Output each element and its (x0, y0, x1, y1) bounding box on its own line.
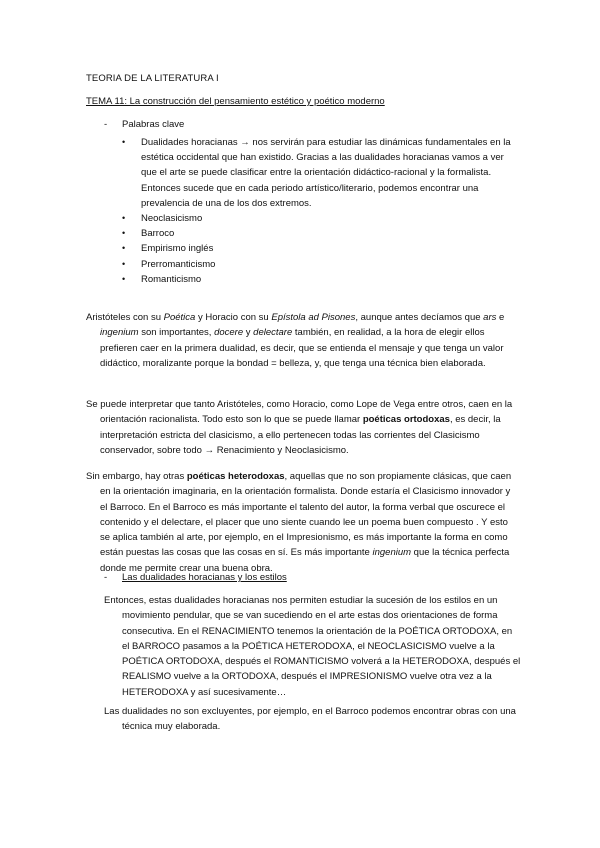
text-italic: Poética (163, 312, 196, 323)
bullet-icon: • (122, 213, 126, 224)
keyword-text: Romanticismo (141, 273, 202, 285)
topic-title: TEMA 11: La construcción del pensamiento estético y poético moderno (86, 96, 385, 107)
paragraph-pendulum-body: Entonces, estas dualidades horacianas nos permiten estudiar la sucesión de los estilos en un movimiento pendular, que se van sucediendo en el arte estas dos orientaciones de forma consecutiva. En el RENACIMIENTO tenemos la orientación de la POÉTICA ORTODOXA, en el BARROCO pasamos a la POÉTICA HETERODOXA, el NEOCLASICISMO vuelve a la POÉTICA ORTODOXA, después el ROMANTICISMO volverá a la HETERODOXA, después el REALISMO vuelve a la ORTODOXA, después el IMPRESIONISMO vuelve otra vez a la HETERODOXA y así sucesivamente… (104, 595, 521, 698)
text-run: e (496, 312, 505, 323)
text-italic: docere (214, 327, 244, 339)
keyword-item (122, 211, 522, 226)
bullet-icon: • (122, 228, 126, 239)
keyword-item (122, 135, 522, 211)
bullet-icon: • (122, 258, 126, 269)
keywords-list (122, 135, 522, 287)
text-run: y Horacio con su (195, 312, 272, 323)
text-run: , es decir, la interpretación estricta del clasicismo, a ello pertenecen todas las corrientes del Clasicismo conservador, sobre todo → Renacimiento y Neoclasicismo. (100, 414, 501, 456)
text-run: Aristóteles con su (86, 312, 164, 323)
paragraph-aristoteles-body (86, 310, 516, 371)
section-heading: Las dualidades horacianas y los estilos (122, 572, 287, 583)
text-run: , aquellas que no son propiamente clásicas, que caen en la orientación imaginaria, en la orientación formalista. Donde estaría el Clasicismo innovador y el Barroco. En el Barroco es más importante el talento del autor, la forma verbal que oscurece el contenido y el delectare, el placer que uno siente cuando lee un poema buen compuesto . Y esto se aplica también al arte, por ejemplo, en el Impresionismo, es más importante la forma en como están puestas las cosas que las cosas en sí. Es más importante (100, 471, 512, 559)
text-bold: poéticas ortodoxas (362, 414, 450, 426)
paragraph-orthodox-body (86, 397, 516, 458)
keyword-text: Empirismo inglés (141, 243, 214, 255)
section-dash: - (104, 572, 108, 583)
text-run: y (243, 327, 254, 339)
text-run: que la técnica perfecta donde me permite crear una buena obra. (100, 547, 510, 574)
keyword-item (122, 272, 522, 287)
course-title: TEORIA DE LA LITERATURA I (86, 73, 219, 84)
keywords-label: Palabras clave (122, 119, 185, 130)
keywords-dash: - (104, 119, 108, 130)
text-italic: ingenium (100, 327, 139, 339)
paragraph-not-exclusive-body: Las dualidades no son excluyentes, por ejemplo, en el Barroco podemos encontrar obras con una técnica muy elaborada. (104, 706, 516, 733)
text-run: también, en realidad, a la hora de elegir ellos prefieren caer en la primera dualidad, es decir, que se entienda el mensaje y que tenga un valor didáctico, moralizante porque la bondad = belleza, y, que tenga una técnica bien elaborada. (100, 327, 504, 369)
paragraph-heterodox-body (86, 469, 516, 576)
keyword-item (122, 241, 522, 256)
paragraph-heterodox (86, 469, 516, 576)
bullet-icon: • (122, 273, 126, 284)
text-run: son importantes, (138, 327, 215, 339)
text-bold: poéticas heterodoxas (186, 471, 285, 482)
text-run: Se puede interpretar que tanto Aristóteles, como Horacio, como Lope de Vega entre otros, caen en la orientación racionalista. Todo esto son lo que se puede llamar (86, 399, 513, 426)
text-run: Sin embargo, hay otras (86, 471, 187, 482)
paragraph-not-exclusive (104, 704, 522, 735)
keyword-text: Prerromanticismo (141, 258, 216, 270)
text-italic: ars (483, 312, 497, 323)
text-run: , aunque antes decíamos que (355, 312, 484, 323)
keyword-text: Dualidades horacianas → nos servirán para estudiar las dinámicas fundamentales en la estética occidental que han existido. Gracias a las dualidades horacianas vamos a ver que el arte se puede clasificar entre la orientación didáctico-racional y la formalista. Entonces sucede que en cada periodo artístico/literario, podemos encontrar una prevalencia de una de los dos extremos. (141, 137, 511, 209)
keyword-item (122, 257, 522, 272)
bullet-icon: • (122, 137, 126, 147)
bullet-icon: • (122, 243, 126, 254)
paragraph-orthodox (86, 397, 516, 458)
keyword-text: Neoclasicismo (141, 213, 203, 225)
paragraph-aristoteles (86, 310, 516, 371)
text-italic: ingenium (372, 547, 412, 559)
keyword-text: Barroco (141, 228, 175, 240)
keyword-item (122, 226, 522, 241)
paragraph-pendulum (104, 593, 522, 700)
text-italic: delectare (253, 327, 293, 339)
text-italic: Epístola ad Pisones (271, 312, 356, 323)
